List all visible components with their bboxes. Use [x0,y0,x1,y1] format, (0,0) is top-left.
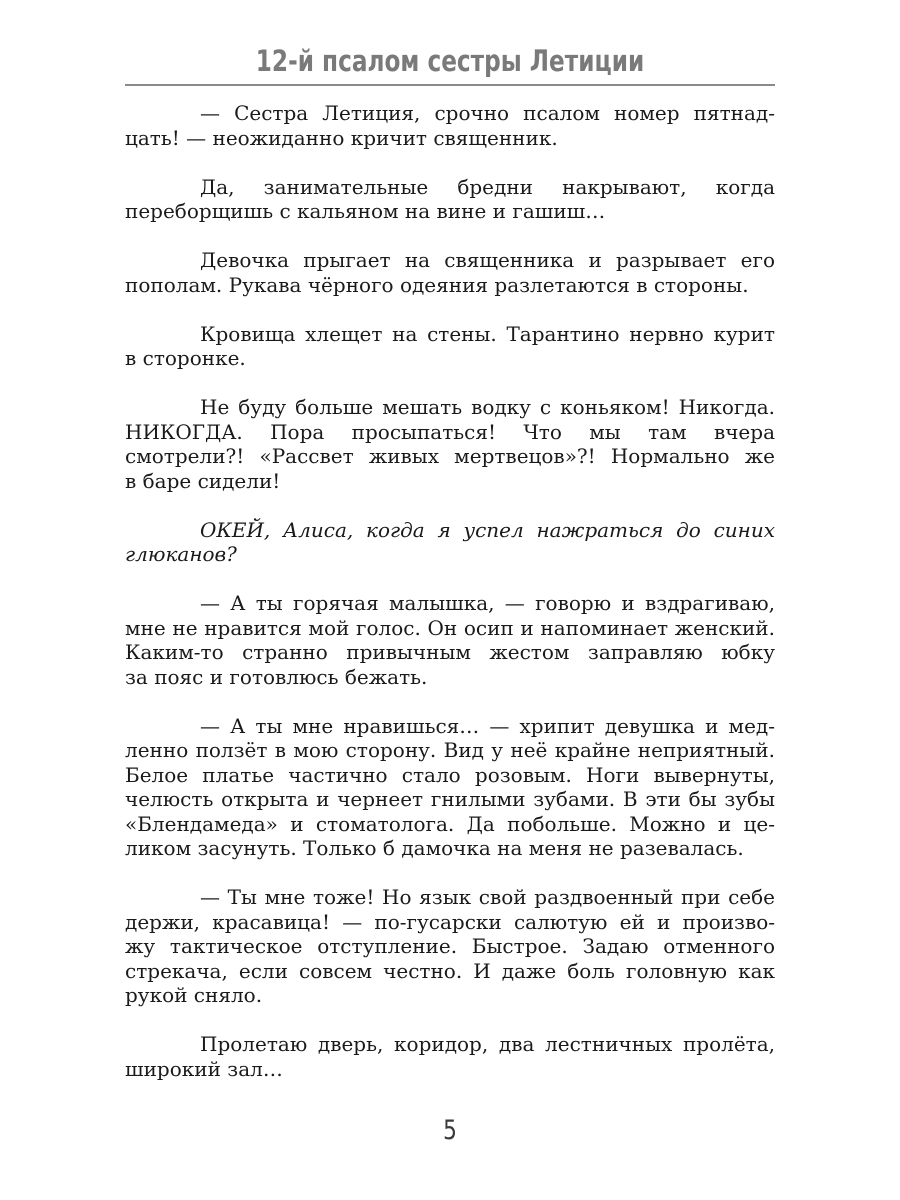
text-line: широкий зал… [125,1056,283,1081]
text-line: ликом засунуть. Только б дамочка на меня не разевалась. [125,836,744,860]
text-line: Не буду больше мешать водку с коньяком! Никогда. [200,395,775,419]
text-line: Каким-то странно привычным жестом заправляю юбку [125,640,775,664]
text-line: смотрели?! «Рассвет живых мертвецов»?! Нормально же [125,444,775,468]
text-line: в баре сидели! [125,468,281,493]
paragraph [125,322,775,371]
text-line: Белое платье частично стало розовым. Ноги вывернуты, [125,762,775,787]
text-line: в сторонке. [125,346,246,370]
body-text [125,101,775,1106]
text-line: НИКОГДА. Пора просыпаться! Что мы там вчера [125,419,775,444]
paragraph [125,1032,775,1081]
text-line: — Ты мне тоже! Но язык свой раздвоенный при себе [200,885,775,909]
text-line: жу тактическое отступление. Быстрое. Задаю отменного [125,934,775,958]
paragraph [125,395,775,493]
text-line: пополам. Рукава чёрного одеяния разлетаются в стороны. [125,272,749,297]
running-head: 12-й псалом сестры Летиции [255,44,645,78]
paragraph [125,714,775,861]
paragraph [125,591,775,689]
header-rule [125,84,775,86]
paragraph [125,518,775,567]
text-line: — А ты мне нравишься… — хрипит девушка и мед- [200,713,775,738]
text-line: — А ты горячая малышка, — говорю и вздрагиваю, [200,591,775,615]
text-line: челюсть открыта и чернеет гнилыми зубами. В эти бы зубы [125,787,775,811]
text-line: мне не нравится мой голос. Он осип и напоминает женский. [125,615,775,640]
text-line: стрекача, если совсем честно. И даже боль головную как [125,958,775,983]
text-line: держи, красавица! — по-гусарски салютую ей и произво- [125,909,775,934]
text-line: «Блендамеда» и стоматолога. Да побольше. Можно и це- [125,811,775,836]
text-line: Да, занимательные бредни накрывают, когда [200,174,775,199]
text-line: переборщишь с кальяном на вине и гашиш… [125,199,606,223]
paragraph [125,175,775,224]
text-line: цать! — неожиданно кричит священник. [125,125,558,150]
text-line: Кровища хлещет на стены. Тарантино нервно курит [200,321,775,346]
paragraph [125,101,775,150]
text-line: рукой сняло. [125,983,263,1007]
text-line: ОКЕЙ, Алиса, когда я успел нажраться до синих [200,517,775,542]
page-number: 5 [443,1115,457,1146]
paragraph [125,885,775,1008]
text-line: Девочка прыгает на священника и разрывает его [200,248,775,272]
text-line: глюканов? [125,542,237,566]
text-line: — Сестра Летиция, срочно псалом номер пятнад- [200,101,775,125]
text-line: ленно ползёт в мою сторону. Вид у неё крайне неприятный. [125,738,775,762]
text-line: Пролетаю дверь, коридор, два лестничных пролёта, [200,1032,775,1056]
paragraph [125,248,775,297]
text-line: за пояс и готовлюсь бежать. [125,664,428,689]
